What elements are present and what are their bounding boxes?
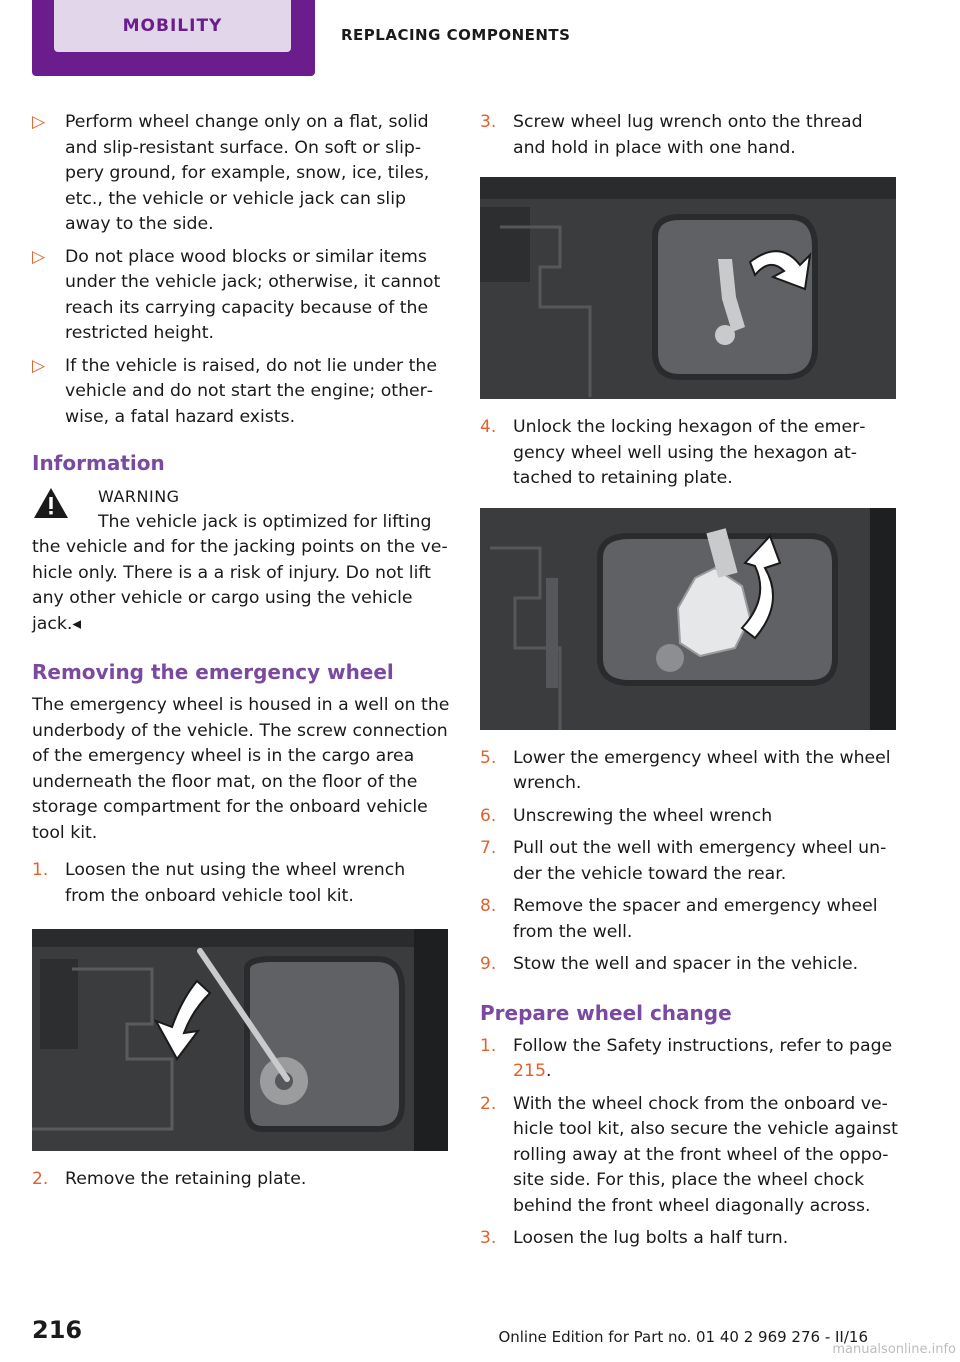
section-tab-inner (54, 0, 291, 52)
triangle-bullet-icon: ▷ (32, 246, 46, 267)
warning-rest: the vehicle and for the jacking points on the vehicle only. There is a a risk of injury. Do not lift any other vehicle or cargo using the vehicle jack. (32, 537, 448, 634)
bullet-text: If the vehicle is raised, do not lie under the vehicle and do not start the engine; otherwise, a fatal hazard exists. (65, 355, 437, 427)
step-number: 1. (32, 860, 49, 880)
warning-triangle-icon (32, 486, 70, 520)
bullet-item (32, 354, 450, 431)
step-item (480, 415, 898, 492)
step-number: 1. (480, 1035, 497, 1056)
info-heading: Information (32, 451, 165, 475)
step-text: Remove the retaining plate. (65, 1169, 307, 1189)
step-text: Loosen the nut using the wheel wrench from the onboard vehicle tool kit. (65, 860, 406, 906)
page-number: 216 (32, 1316, 83, 1344)
step-text (513, 1034, 898, 1085)
step-text: Lower the emergency wheel with the wheel wrench. (513, 747, 891, 793)
step-item (480, 110, 898, 161)
step-text: Stow the well and spacer in the vehicle. (513, 954, 859, 974)
watermark: manualsonline.info (832, 1342, 956, 1357)
wrench-loosen-illustration (32, 929, 448, 1151)
step-number: 3. (480, 1228, 497, 1248)
step-number: 2. (480, 1093, 497, 1114)
step-number: 7. (480, 838, 497, 858)
warning-title: WARNING (98, 487, 180, 506)
step-text: Loosen the lug bolts a half turn. (513, 1228, 789, 1248)
bullet-text: Do not place wood blocks or similar items under the vehicle jack; otherwise, it cannot reach its carrying capacity because of the restricted height. (65, 246, 441, 343)
step-item (480, 746, 898, 797)
step-text: Unlock the locking hexagon of the emergency wheel well using the hexagon attached to retaining plate. (513, 417, 866, 488)
step-text: With the wheel chock from the onboard vehicle tool kit, also secure the vehicle against rolling away at the front wheel of the opposite side. For this, place the wheel chock behind the front wheel diagonally across. (513, 1093, 898, 1216)
step-number: 6. (480, 805, 497, 826)
wrench-loosen-figure (32, 929, 448, 1151)
step-item (32, 858, 450, 909)
subsection-title: REPLACING COMPONENTS (341, 26, 571, 44)
triangle-bullet-icon: ▷ (32, 355, 46, 376)
triangle-bullet-icon: ▷ (32, 112, 46, 132)
edition-info: Online Edition for Part no. 01 40 2 969 276 - II/16 (498, 1328, 868, 1346)
warning-text (32, 535, 450, 637)
step-item (480, 1092, 898, 1220)
hexagon-unlock-figure (480, 508, 896, 730)
bullet-item (32, 245, 450, 347)
left-column (32, 110, 450, 1200)
bullet-item (32, 110, 450, 238)
step-item (480, 894, 898, 945)
end-mark-icon: ◂ (72, 613, 82, 634)
prep1-end: . (546, 1061, 552, 1081)
lug-wrench-illustration (480, 177, 896, 399)
right-column (480, 110, 898, 1259)
step-item (480, 952, 898, 978)
step-item (480, 804, 898, 830)
step-text: Pull out the well with emergency wheel under the vehicle toward the rear. (513, 838, 887, 884)
step-item (480, 836, 898, 887)
section-tab[interactable] (32, 0, 315, 76)
hexagon-unlock-illustration (480, 508, 896, 730)
page-link[interactable]: 215 (513, 1061, 546, 1081)
warning-block (32, 484, 450, 637)
removing-text: The emergency wheel is housed in a well on the underbody of the vehicle. The screw connection of the emergency wheel is in the cargo area underneath the floor mat, on the floor of the storage compartment for the onboard vehicle tool kit. (32, 695, 450, 843)
prep1-text: Follow the Safety instructions, refer to page (513, 1035, 893, 1056)
bullet-text: Perform wheel change only on a flat, solid and slip-resistant surface. On soft or slippery ground, for example, snow, ice, tiles, etc., the vehicle or vehicle jack can slip away to the side. (65, 112, 430, 234)
step-number: 3. (480, 112, 497, 132)
lug-wrench-figure (480, 177, 896, 399)
step-number: 5. (480, 747, 497, 768)
step-number: 9. (480, 954, 497, 974)
section-title: MOBILITY (122, 16, 223, 36)
step-item (480, 1034, 898, 1085)
step-text: Remove the spacer and emergency wheel from the well. (513, 896, 878, 942)
step-text: Screw wheel lug wrench onto the thread and hold in place with one hand. (513, 112, 863, 158)
prepare-heading: Prepare wheel change (480, 1000, 732, 1025)
step-item (480, 1226, 898, 1252)
step-number: 8. (480, 896, 497, 916)
step-text: Unscrewing the wheel wrench (513, 805, 773, 826)
removing-heading: Removing the emergency wheel (32, 660, 394, 684)
step-item (32, 1167, 450, 1193)
step-number: 2. (32, 1169, 49, 1189)
warning-first-line: The vehicle jack is optimized for lifting (98, 511, 432, 532)
step-number: 4. (480, 417, 497, 437)
